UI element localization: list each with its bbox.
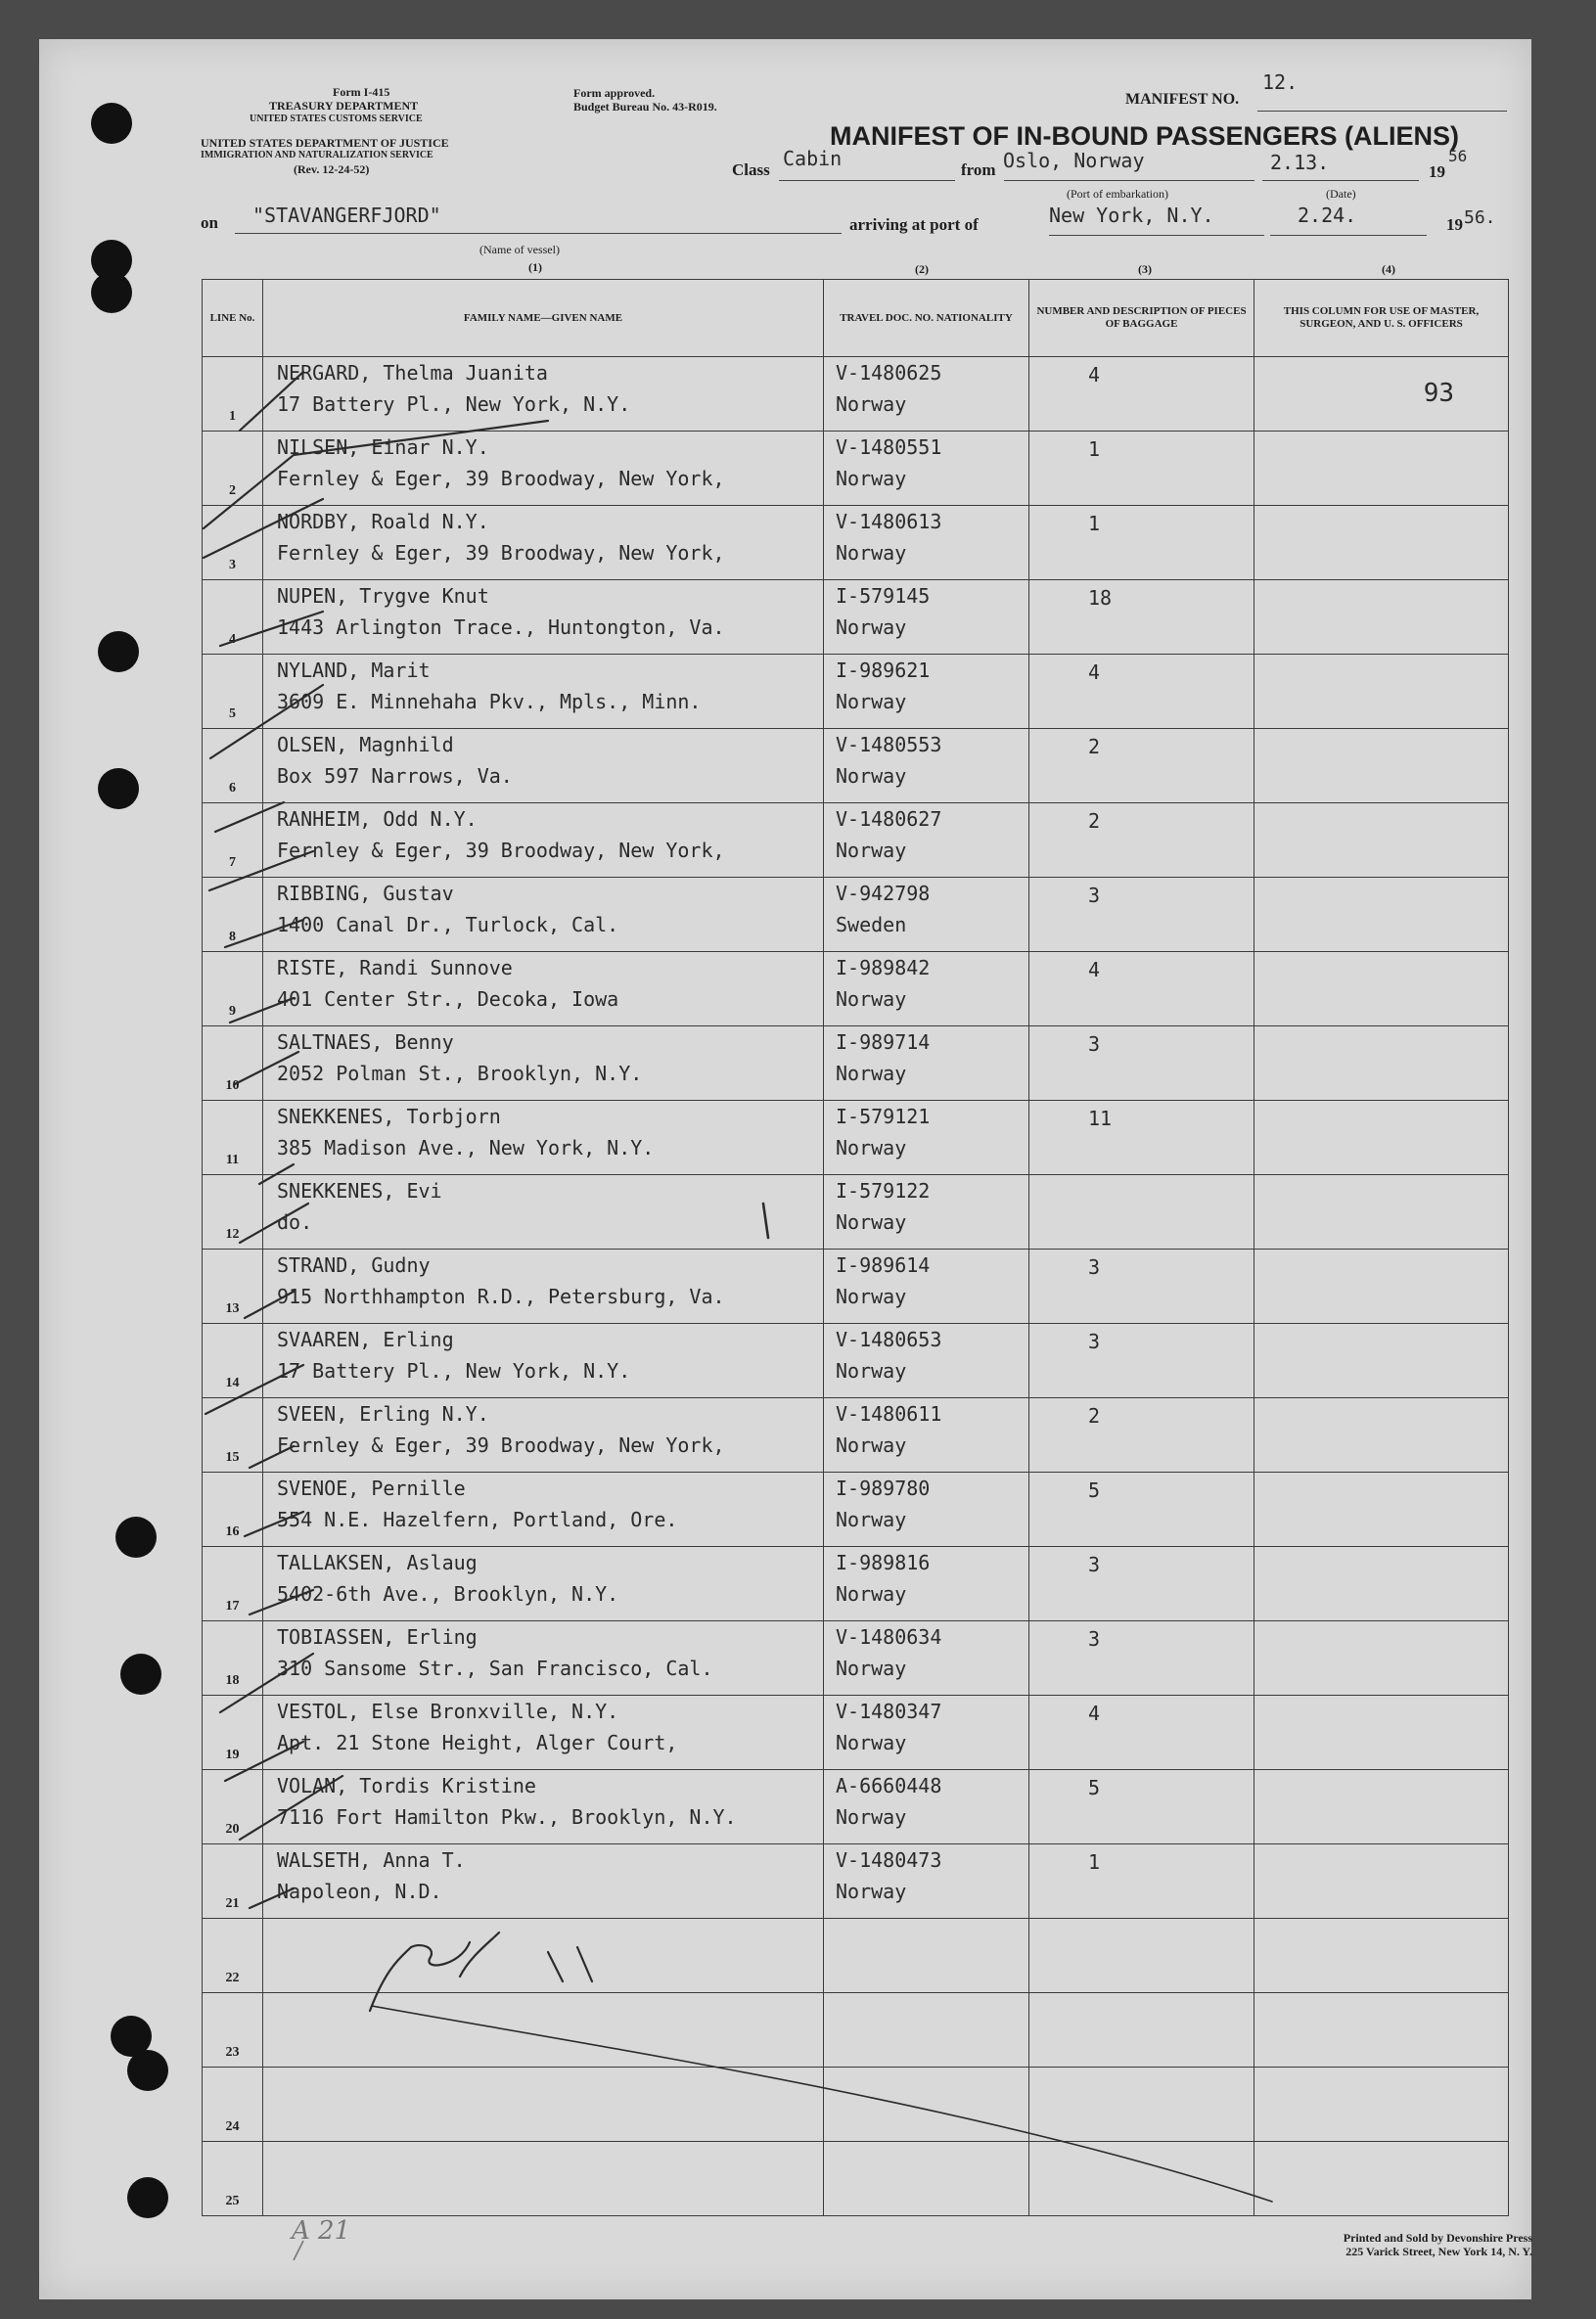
passenger-name: NERGARD, Thelma Juanita — [277, 361, 548, 385]
travel-doc-number: I-579122 — [836, 1179, 931, 1203]
form-number: Form I-415 — [333, 85, 390, 99]
passenger-name: SNEKKENES, Evi — [277, 1179, 442, 1203]
year-prefix: 19 — [1446, 215, 1463, 234]
travel-doc-number: V-1480347 — [836, 1700, 942, 1723]
line-number: 5 — [229, 706, 236, 721]
travel-doc-number: I-989614 — [836, 1253, 931, 1277]
travel-doc-number: V-1480627 — [836, 807, 942, 831]
vessel-caption: (Name of vessel) — [479, 243, 560, 256]
passenger-address: 385 Madison Ave., New York, N.Y. — [277, 1136, 655, 1160]
line-number: 3 — [229, 558, 236, 572]
baggage-count: 3 — [1088, 884, 1101, 907]
passenger-address: 401 Center Str., Decoka, Iowa — [277, 987, 619, 1011]
line-number: 2 — [229, 483, 236, 498]
customs-service: UNITED STATES CUSTOMS SERVICE — [250, 114, 423, 124]
line-number: 15 — [225, 1450, 240, 1465]
nationality: Norway — [836, 1508, 907, 1531]
from-label: from — [961, 160, 996, 179]
passenger-address: 2052 Polman St., Brooklyn, N.Y. — [277, 1062, 643, 1085]
nationality: Norway — [836, 1657, 907, 1680]
line-number: 22 — [225, 1971, 240, 1985]
line-number: 12 — [225, 1227, 240, 1242]
passenger-address: Fernley & Eger, 39 Broodway, New York, — [277, 541, 725, 565]
printer-credit-1: Printed and Sold by Devonshire Press — [1343, 2231, 1532, 2245]
nationality: Norway — [836, 1880, 907, 1903]
class-label: Class — [732, 160, 770, 179]
passenger-name: STRAND, Gudny — [277, 1253, 431, 1277]
line-number: 6 — [229, 781, 236, 796]
header-line-no: LINE No. — [203, 280, 263, 357]
arrival-year: 56. — [1464, 207, 1496, 228]
passenger-name: NILSEN, Einar N.Y. — [277, 435, 489, 459]
travel-doc-number: I-989714 — [836, 1030, 931, 1054]
line-number: 10 — [225, 1078, 240, 1093]
travel-doc-number: V-1480634 — [836, 1625, 942, 1649]
manifest-number: 12. — [1262, 70, 1299, 94]
passenger-address: 554 N.E. Hazelfern, Portland, Ore. — [277, 1508, 678, 1531]
baggage-count: 5 — [1088, 1478, 1101, 1502]
baggage-count: 4 — [1088, 660, 1101, 684]
date-caption: (Date) — [1326, 187, 1356, 201]
class-value: Cabin — [783, 147, 843, 170]
nationality: Norway — [836, 541, 907, 565]
passenger-name: SNEKKENES, Torbjorn — [277, 1105, 501, 1128]
passenger-name: RANHEIM, Odd N.Y. — [277, 807, 478, 831]
arriving-label: arriving at port of — [849, 215, 979, 234]
budget-bureau: Budget Bureau No. 43-R019. — [573, 100, 717, 114]
passenger-name: TOBIASSEN, Erling — [277, 1625, 478, 1649]
port-caption: (Port of embarkation) — [1067, 187, 1168, 201]
baggage-count: 3 — [1088, 1255, 1101, 1279]
line-number: 17 — [225, 1599, 240, 1614]
nationality: Norway — [836, 392, 907, 416]
header-travel-doc: TRAVEL DOC. NO. NATIONALITY — [824, 280, 1029, 357]
baggage-count: 11 — [1088, 1107, 1113, 1130]
nationality: Norway — [836, 987, 907, 1011]
passenger-name: SVEEN, Erling N.Y. — [277, 1402, 489, 1426]
handwritten-note: A 21 — [292, 2216, 351, 2246]
nationality: Norway — [836, 1805, 907, 1829]
baggage-count: 3 — [1088, 1032, 1101, 1056]
line-number: 25 — [225, 2194, 240, 2208]
travel-doc-number: I-989780 — [836, 1477, 931, 1500]
column-number-3: (3) — [1138, 262, 1152, 276]
passenger-name: SALTNAES, Benny — [277, 1030, 454, 1054]
baggage-count: 1 — [1088, 1850, 1101, 1874]
travel-doc-number: I-989816 — [836, 1551, 931, 1574]
departure-year: 56 — [1448, 147, 1468, 165]
nationality: Norway — [836, 764, 907, 788]
passenger-address: 1400 Canal Dr., Turlock, Cal. — [277, 913, 619, 936]
nationality: Norway — [836, 1285, 907, 1308]
passenger-address: 1443 Arlington Trace., Huntongton, Va. — [277, 615, 725, 639]
baggage-count: 18 — [1088, 586, 1113, 610]
line-number: 11 — [225, 1153, 240, 1167]
nationality: Norway — [836, 615, 907, 639]
travel-doc-number: V-1480611 — [836, 1402, 942, 1426]
passenger-name: VOLAN, Tordis Kristine — [277, 1774, 536, 1797]
baggage-count: 1 — [1088, 512, 1101, 535]
nationality: Norway — [836, 1582, 907, 1606]
passenger-address: 17 Battery Pl., New York, N.Y. — [277, 392, 631, 416]
baggage-count: 3 — [1088, 1553, 1101, 1576]
nationality: Norway — [836, 1433, 907, 1457]
on-label: on — [201, 213, 218, 232]
passenger-address: Fernley & Eger, 39 Broodway, New York, — [277, 1433, 725, 1457]
port-of-embarkation: Oslo, Norway — [1003, 149, 1145, 172]
baggage-count: 3 — [1088, 1330, 1101, 1353]
treasury-dept: TREASURY DEPARTMENT — [269, 99, 419, 113]
nationality: Norway — [836, 1136, 907, 1160]
column-number-2: (2) — [915, 262, 929, 276]
arrival-port: New York, N.Y. — [1049, 204, 1214, 227]
column-number-4: (4) — [1382, 262, 1395, 276]
passenger-name: VESTOL, Else Bronxville, N.Y. — [277, 1700, 619, 1723]
nationality: Norway — [836, 690, 907, 713]
travel-doc-number: A-6660448 — [836, 1774, 942, 1797]
line-number: 14 — [225, 1376, 240, 1390]
baggage-count: 5 — [1088, 1776, 1101, 1799]
travel-doc-number: I-579145 — [836, 584, 931, 608]
passenger-address: do. — [277, 1210, 313, 1234]
form-revision: (Rev. 12-24-52) — [294, 162, 370, 176]
passenger-address: Apt. 21 Stone Height, Alger Court, — [277, 1731, 678, 1754]
travel-doc-number: V-1480613 — [836, 510, 942, 533]
line-number: 16 — [225, 1524, 240, 1539]
passenger-address: 310 Sansome Str., San Francisco, Cal. — [277, 1657, 713, 1680]
nationality: Norway — [836, 467, 907, 490]
travel-doc-number: V-1480653 — [836, 1328, 942, 1351]
nationality: Norway — [836, 839, 907, 862]
passenger-address: Napoleon, N.D. — [277, 1880, 442, 1903]
form-approved: Form approved. — [573, 86, 656, 100]
passenger-address: Box 597 Narrows, Va. — [277, 764, 513, 788]
arrival-date: 2.24. — [1298, 204, 1357, 227]
travel-doc-number: I-989842 — [836, 956, 931, 979]
passenger-address: Fernley & Eger, 39 Broodway, New York, — [277, 467, 725, 490]
printer-credit-2: 225 Varick Street, New York 14, N. Y. — [1345, 2245, 1532, 2258]
line-number: 7 — [229, 855, 236, 870]
passenger-address: 915 Northhampton R.D., Petersburg, Va. — [277, 1285, 725, 1308]
travel-doc-number: V-942798 — [836, 882, 931, 905]
line-number: 18 — [225, 1673, 240, 1688]
justice-dept: UNITED STATES DEPARTMENT OF JUSTICE — [201, 136, 449, 150]
passenger-name: TALLAKSEN, Aslaug — [277, 1551, 478, 1574]
baggage-count: 4 — [1088, 958, 1101, 981]
passenger-name: NYLAND, Marit — [277, 659, 431, 682]
baggage-count: 1 — [1088, 437, 1101, 461]
passenger-address: 17 Battery Pl., New York, N.Y. — [277, 1359, 631, 1383]
line-number: 23 — [225, 2045, 240, 2060]
header-official-use: THIS COLUMN FOR USE OF MASTER, SURGEON, AND U. S. OFFICERS — [1254, 280, 1509, 357]
nationality: Norway — [836, 1359, 907, 1383]
passenger-name: OLSEN, Magnhild — [277, 733, 454, 756]
line-number: 24 — [225, 2119, 240, 2134]
line-number: 20 — [225, 1822, 240, 1837]
passenger-address: 7116 Fort Hamilton Pkw., Brooklyn, N.Y. — [277, 1805, 737, 1829]
departure-date: 2.13. — [1270, 151, 1330, 174]
page-title: MANIFEST OF IN-BOUND PASSENGERS (ALIENS) — [830, 121, 1460, 151]
passenger-name: WALSETH, Anna T. — [277, 1848, 466, 1872]
line-number: 13 — [225, 1301, 240, 1316]
travel-doc-number: I-579121 — [836, 1105, 931, 1128]
line-number: 9 — [229, 1004, 236, 1019]
passenger-name: RISTE, Randi Sunnove — [277, 956, 513, 979]
ins-service: IMMIGRATION AND NATURALIZATION SERVICE — [201, 150, 433, 160]
line-number: 4 — [229, 632, 236, 647]
travel-doc-number: V-1480551 — [836, 435, 942, 459]
passenger-name: NUPEN, Trygve Knut — [277, 584, 489, 608]
passenger-name: SVAAREN, Erling — [277, 1328, 454, 1351]
line-number: 21 — [225, 1896, 240, 1911]
vessel-name: "STAVANGERFJORD" — [252, 204, 441, 227]
passenger-name: NORDBY, Roald N.Y. — [277, 510, 489, 533]
header-family-name: FAMILY NAME—GIVEN NAME — [263, 280, 824, 357]
travel-doc-number: V-1480473 — [836, 1848, 942, 1872]
line-number: 1 — [229, 409, 236, 424]
line-number: 8 — [229, 930, 236, 944]
passenger-address: 5402-6th Ave., Brooklyn, N.Y. — [277, 1582, 619, 1606]
header-baggage: NUMBER AND DESCRIPTION OF PIECES OF BAGGAGE — [1029, 280, 1254, 357]
baggage-count: 4 — [1088, 1702, 1101, 1725]
travel-doc-number: I-989621 — [836, 659, 931, 682]
nationality: Norway — [836, 1062, 907, 1085]
passenger-name: SVENOE, Pernille — [277, 1477, 466, 1500]
line-number: 19 — [225, 1748, 240, 1762]
nationality: Norway — [836, 1210, 907, 1234]
passenger-address: 3609 E. Minnehaha Pkv., Mpls., Minn. — [277, 690, 702, 713]
baggage-count: 2 — [1088, 735, 1101, 758]
passenger-address: Fernley & Eger, 39 Broodway, New York, — [277, 839, 725, 862]
passenger-name: RIBBING, Gustav — [277, 882, 454, 905]
travel-doc-number: V-1480553 — [836, 733, 942, 756]
column-number-1: (1) — [528, 260, 542, 274]
baggage-count: 2 — [1088, 809, 1101, 833]
nationality: Norway — [836, 1731, 907, 1754]
baggage-count: 2 — [1088, 1404, 1101, 1428]
baggage-count: 3 — [1088, 1627, 1101, 1651]
baggage-count: 4 — [1088, 363, 1101, 386]
official-note: 93 — [1423, 379, 1454, 408]
nationality: Sweden — [836, 913, 907, 936]
travel-doc-number: V-1480625 — [836, 361, 942, 385]
manifest-no-label: MANIFEST NO. — [1125, 91, 1240, 108]
year-prefix: 19 — [1429, 162, 1445, 181]
